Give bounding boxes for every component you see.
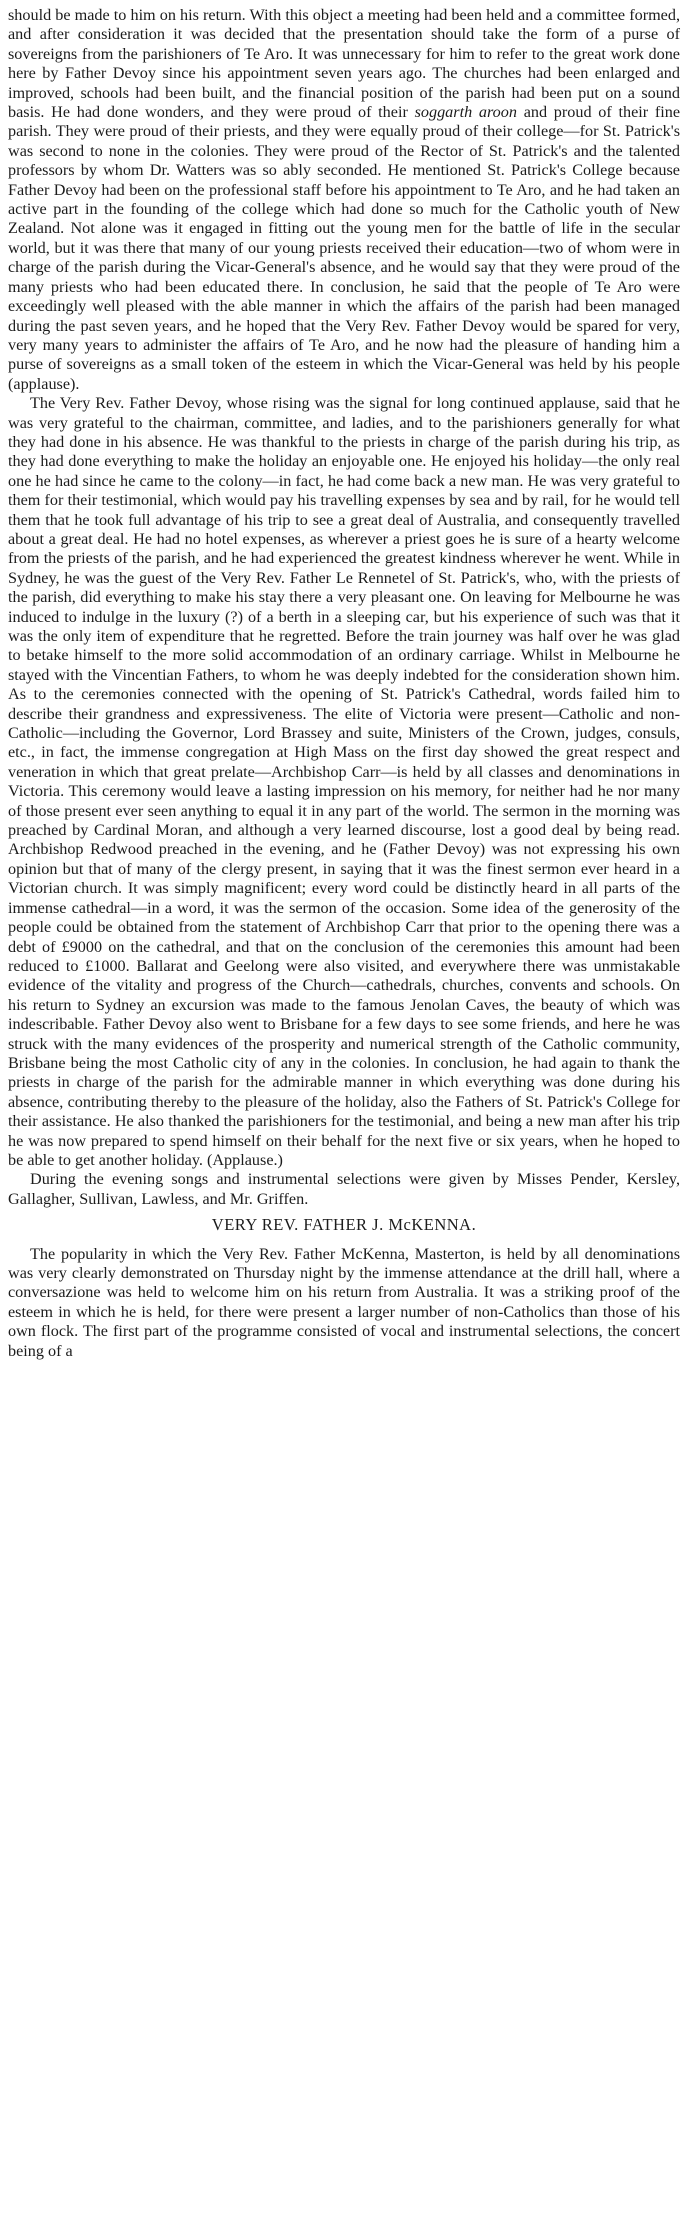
- paragraph-presentation-rest: and proud of their fine parish. They were proud of their priests, and they were equally proud of their college—for St. Patrick's was second to none in the colonies. They were proud of the Rector of St. Patrick's and the talented professors by whom Dr. Watters was so ably seconded. He mentioned St. Patrick's College because Father Devoy had been on the professional staff before his appointment to Te Aro, and he had taken an active part in the founding of the college which had done so much for the Catholic youth of New Zealand. Not alone was it engaged in fitting out the young men for the battle of life in the secular world, but it was there that many of our young priests received their education—two of whom were in charge of the parish during the Vicar-General's absence, and he would say that they were proud of the many priests who had been educated there. In conclusion, he said that the people of Te Aro were exceedingly well pleased with the able manner in which the affairs of the parish had been managed during the past seven years, and he hoped that the Very Rev. Father Devoy would be spared for very, very many years to administer the affairs of Te Aro, and he now had the pleasure of handing him a purse of sovereigns as a small token of the esteem in which the Vicar-General was held by his people (applause).: [8, 103, 681, 393]
- paragraph-presentation: [8, 6, 680, 394]
- paragraph-evening-songs: During the evening songs and instrumental selections were given by Misses Pender, Kersley, Gallagher, Sullivan, Lawless, and Mr. Griffen.: [8, 1170, 680, 1208]
- paragraph-presentation-text: should be made to him on his return. With this object a meeting had been held and a committee formed, and after consideration it was decided that the presentation should take the form of a purse of sovereigns from the parishioners of Te Aro. It was unnecessary for him to refer to the great work done here by Father Devoy since his appointment seven years ago. The churches had been enlarged and improved, schools had been built, and the financial position of the parish had been put on a sound basis. He had done wonders, and they were proud of their: [8, 6, 680, 122]
- paragraph-father-devoy-reply: The Very Rev. Father Devoy, whose rising was the signal for long continued applause, said that he was very grateful to the chairman, committee, and ladies, and to the parishioners generally for what they had done in his absence. He was thankful to the priests in charge of the parish during his trip, as they had done everything to make the holiday an enjoyable one. He enjoyed his holiday—the only real one he had since he came to the colony—in fact, he had come back a new man. He was very grateful to them for their testimonial, which would pay his travelling expenses by sea and by rail, for he would tell them that he took full advantage of his trip to see a great deal of Australia, and consequently travelled about a great deal. He had no hotel expenses, as wherever a priest goes he is sure of a hearty welcome from the priests of the parish, and he had experienced the greatest kindness wherever he went. While in Sydney, he was the guest of the Very Rev. Father Le Rennetel of St. Patrick's, who, with the priests of the parish, did everything to make his stay there a very pleasant one. On leaving for Melbourne he was induced to indulge in the luxury (?) of a berth in a sleeping car, but his experience of such was that it was the only item of expenditure that he regretted. Before the train journey was half over he was glad to betake himself to the more solid accommodation of an ordinary carriage. Whilst in Melbourne he stayed with the Vincentian Fathers, to whom he was deeply indebted for the consideration shown him. As to the ceremonies connected with the opening of St. Patrick's Cathedral, words failed him to describe their grandness and expressiveness. The elite of Victoria were present—Catholic and non-Catholic—including the Governor, Lord Brassey and suite, Ministers of the Crown, judges, consuls, etc., in fact, the immense congregation at High Mass on the first day showed the great respect and veneration in which that great prelate—Archbishop Carr—is held by all classes and denominations in Victoria. This ceremony would leave a lasting impression on his memory, for neither had he nor many of those present ever seen anything to equal it in any part of the world. The sermon in the morning was preached by Cardinal Moran, and although a very learned discourse, lost a good deal by being read. Archbishop Redwood preached in the evening, and he (Father Devoy) was not expressing his own opinion but that of many of the clergy present, in saying that it was the finest sermon ever heard in a Victorian church. It was simply magnificent; every word could be distinctly heard in all parts of the immense cathedral—in a word, it was the sermon of the occasion. Some idea of the generosity of the people could be obtained from the statement of Archbishop Carr that prior to the opening there was a debt of £9000 on the cathedral, and that on the conclusion of the ceremonies this amount had been reduced to £1000. Ballarat and Geelong were also visited, and everywhere there was unmistakable evidence of the vitality and progress of the Church—cathedrals, churches, convents and schools. On his return to Sydney an excursion was made to the famous Jenolan Caves, the beauty of which was indescribable. Father Devoy also went to Brisbane for a few days to see some friends, and here he was struck with the many evidences of the prosperity and numerical strength of the Catholic community, Brisbane being the most Catholic city of any in the colonies. In conclusion, he had again to thank the priests in charge of the parish for the admirable manner in which everything was done during his absence, contributing thereby to the pleasure of the holiday, also the Fathers of St. Patrick's College for their assistance. He also thanked the parishioners for the testimonial, and being a new man after his trip he was now prepared to spend himself on their behalf for the next five or six years, when he hoped to be able to get another holiday. (Applause.): [8, 394, 680, 1169]
- section-heading: VERY REV. FATHER J. McKENNA.: [211, 1215, 477, 1235]
- article-column: [8, 6, 680, 1361]
- paragraph-father-mckenna: The popularity in which the Very Rev. Father McKenna, Masterton, is held by all denominations was very clearly demonstrated on Thursday night by the immense attendance at the drill hall, where a conversazione was held to welcome him on his return from Australia. It was a striking proof of the esteem in which he is held, for there were present a larger number of non-Catholics than those of his own flock. The first part of the programme consisted of vocal and instrumental selections, the concert being of a: [8, 1244, 680, 1360]
- italic-phrase: soggarth aroon: [414, 103, 517, 122]
